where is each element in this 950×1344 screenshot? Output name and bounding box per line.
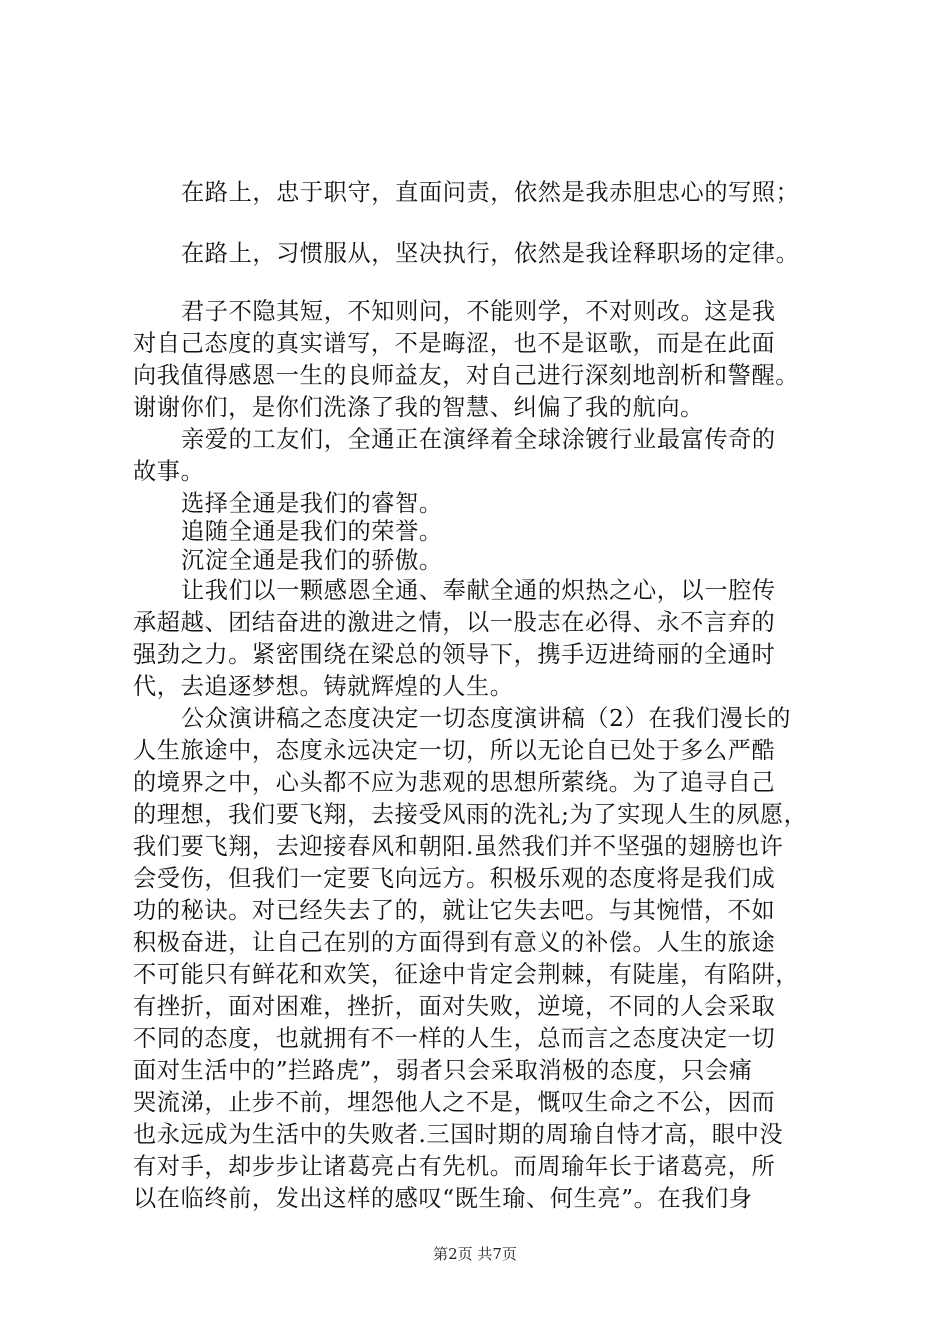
text-line: 的境界之中，心头都不应为悲观的思想所萦绕。为了追寻自己 bbox=[133, 769, 776, 796]
text-line: 谢谢你们，是你们洗涤了我的智慧、纠偏了我的航向。 bbox=[133, 394, 704, 421]
text-line: 选择全通是我们的睿智。 bbox=[181, 490, 443, 517]
text-line: 在路上，习惯服从，坚决执行，依然是我诠释职场的定律。 bbox=[181, 240, 800, 267]
text-line: 我们要飞翔，去迎接春风和朝阳.虽然我们并不坚强的翅膀也许 bbox=[133, 833, 784, 860]
text-line: 强劲之力。紧密围绕在梁总的领导下，携手迈进绮丽的全通时 bbox=[133, 641, 776, 668]
text-line: 以在临终前，发出这样的感叹“既生瑜、何生亮”。在我们身 bbox=[133, 1185, 753, 1212]
text-line: 哭流涕，止步不前，埋怨他人之不是，慨叹生命之不公，因而 bbox=[133, 1089, 776, 1116]
text-line: 向我值得感恩一生的良师益友，对自己进行深刻地剖析和警醒。 bbox=[133, 362, 800, 389]
text-line: 有挫折，面对困难，挫折，面对失败，逆境，不同的人会采取 bbox=[133, 993, 776, 1020]
text-line: 让我们以一颗感恩全通、奉献全通的炽热之心，以一腔传 bbox=[181, 577, 776, 604]
text-line: 沉淀全通是我们的骄傲。 bbox=[181, 547, 443, 574]
text-line: 有对手，却步步让诸葛亮占有先机。而周瑜年长于诸葛亮，所 bbox=[133, 1153, 776, 1180]
text-line: 积极奋进，让自己在别的方面得到有意义的补偿。人生的旅途 bbox=[133, 929, 776, 956]
text-line: 公众演讲稿之态度决定一切态度演讲稿（2）在我们漫长的 bbox=[181, 705, 792, 732]
text-line: 不同的态度，也就拥有不一样的人生，总而言之态度决定一切 bbox=[133, 1025, 776, 1052]
text-line: 亲爱的工友们，全通正在演绎着全球涂镀行业最富传奇的 bbox=[181, 426, 776, 453]
text-line: 人生旅途中，态度永远决定一切，所以无论自已处于多么严酷 bbox=[133, 737, 776, 764]
text-line: 对自己态度的真实谱写，不是晦涩，也不是讴歌，而是在此面 bbox=[133, 330, 776, 357]
text-line: 在路上，忠于职守，直面问责，依然是我赤胆忠心的写照； bbox=[181, 179, 800, 206]
text-line: 追随全通是我们的荣誉。 bbox=[181, 518, 443, 545]
text-line: 的理想，我们要飞翔，去接受风雨的洗礼;为了实现人生的夙愿， bbox=[133, 801, 808, 828]
text-line: 面对生活中的”拦路虎”，弱者只会采取消极的态度，只会痛 bbox=[133, 1057, 753, 1084]
page-number: 第2页 共7页 bbox=[433, 1245, 517, 1263]
text-line: 代，去追逐梦想。铸就辉煌的人生。 bbox=[133, 673, 514, 700]
text-line: 功的秘诀。对已经失去了的，就让它失去吧。与其惋惜，不如 bbox=[133, 897, 776, 924]
text-line: 会受伤，但我们一定要飞向远方。积极乐观的态度将是我们成 bbox=[133, 865, 776, 892]
text-line: 故事。 bbox=[133, 458, 205, 485]
text-line: 不可能只有鲜花和欢笑，征途中肯定会荆棘，有陡崖，有陷阱， bbox=[133, 961, 800, 988]
text-line: 承超越、团结奋进的激进之情，以一股志在必得、永不言弃的 bbox=[133, 609, 776, 636]
text-line: 也永远成为生活中的失败者.三国时期的周瑜自恃才高，眼中没 bbox=[133, 1121, 784, 1148]
text-line: 君子不隐其短，不知则问，不能则学，不对则改。这是我 bbox=[181, 298, 776, 325]
